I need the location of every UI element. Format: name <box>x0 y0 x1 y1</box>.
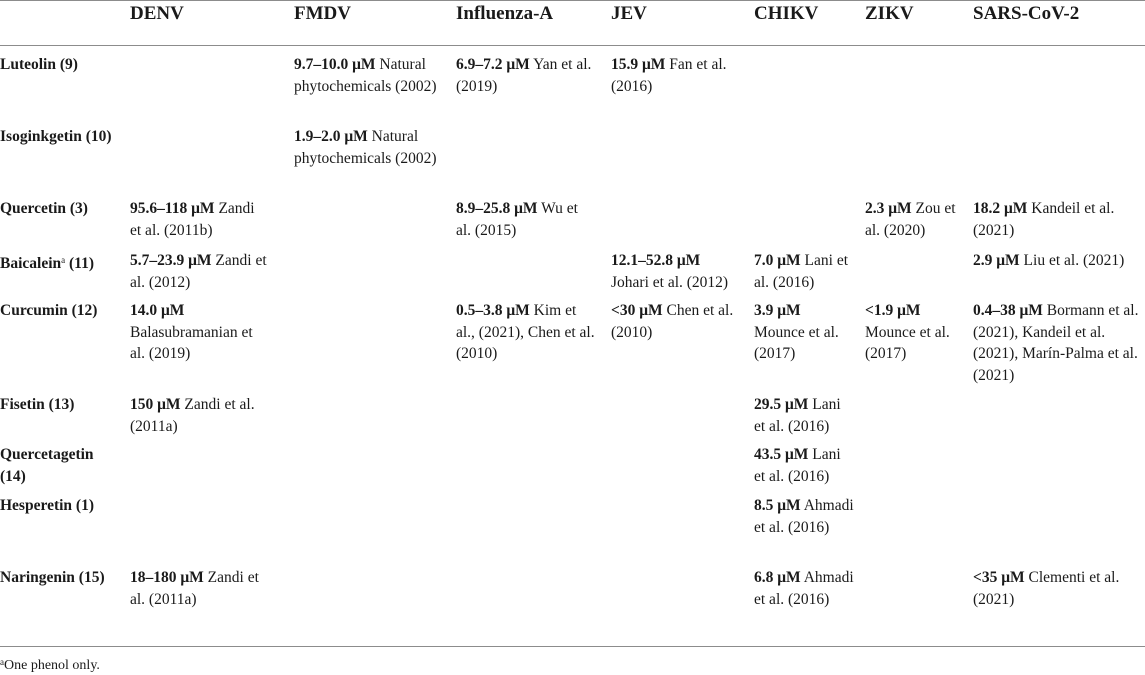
table-cell <box>611 300 741 343</box>
column-header-sars-cov-2: SARS-CoV-2 <box>973 3 1080 24</box>
row-label-text: Quercetagetin (14) <box>0 446 94 485</box>
table-cell <box>611 54 741 97</box>
reference: Kim et al., (2021), Chen et al. (2010) <box>456 302 595 362</box>
table-cell <box>754 567 854 610</box>
table-cell <box>130 300 268 365</box>
reference: Clementi et al. (2021) <box>973 569 1120 608</box>
table-cell <box>973 300 1141 386</box>
table-cell <box>456 300 596 365</box>
table-cell <box>294 126 440 169</box>
ic50-value: 18–180 μM <box>130 569 204 586</box>
ic50-value: 95.6–118 μM <box>130 200 215 217</box>
reference: Zandi et al. (2011a) <box>130 569 259 608</box>
table-footnote <box>0 653 100 675</box>
footnote-text: One phenol only. <box>4 658 100 673</box>
reference: Lani et al. (2016) <box>754 446 841 485</box>
reference: Bormann et al. (2021), Kandeil et al. (2021), Marín-Palma et al. (2021) <box>973 302 1139 384</box>
ic50-value: 18.2 μM <box>973 200 1028 217</box>
reference: Zandi et al. (2011a) <box>130 396 255 435</box>
reference: Balasubramanian et al. (2019) <box>130 323 253 362</box>
reference: Wu et al. (2015) <box>456 200 578 239</box>
row-label-suffix: (11) <box>65 255 94 272</box>
table-cell <box>973 198 1141 241</box>
table-cell <box>130 567 268 610</box>
row-label-text: Luteolin (9) <box>0 56 78 73</box>
table-cell <box>754 250 854 293</box>
column-header-jev: JEV <box>611 3 647 24</box>
ic50-value: 8.9–25.8 μM <box>456 200 538 217</box>
table-bottom-rule <box>0 646 1145 647</box>
reference: Lani et al. (2016) <box>754 396 841 435</box>
ic50-value: 0.5–3.8 μM <box>456 302 530 319</box>
row-label <box>0 300 118 322</box>
reference: Lani et al. (2016) <box>754 252 849 291</box>
column-header-chikv: CHIKV <box>754 3 819 24</box>
table-cell <box>130 394 268 437</box>
table-cell <box>294 54 440 97</box>
ic50-value: 8.5 μM <box>754 497 801 514</box>
column-header-influenza-a: Influenza-A <box>456 3 554 24</box>
row-label-text: Baicalein <box>0 255 62 272</box>
column-header-zikv: ZIKV <box>865 3 914 24</box>
ic50-value: 6.9–7.2 μM <box>456 56 530 73</box>
table-cell <box>456 54 596 97</box>
ic50-value: 29.5 μM <box>754 396 809 413</box>
ic50-value: <35 μM <box>973 569 1025 586</box>
reference: Fan et al. (2016) <box>611 56 727 95</box>
reference: Ahmadi et al. (2016) <box>754 497 854 536</box>
column-header-denv: DENV <box>130 3 184 24</box>
reference: Liu et al. (2021) <box>1023 252 1125 269</box>
ic50-value: 6.8 μM <box>754 569 801 586</box>
row-label-text: Fisetin (13) <box>0 396 75 413</box>
row-label <box>0 495 118 517</box>
ic50-value: 2.9 μM <box>973 252 1020 269</box>
ic50-value: 7.0 μM <box>754 252 801 269</box>
ic50-value: 3.9 μM <box>754 302 801 319</box>
table-cell <box>754 444 854 487</box>
row-label <box>0 567 118 589</box>
table-cell <box>973 250 1141 272</box>
ic50-value: <1.9 μM <box>865 302 921 319</box>
table-cell <box>865 198 961 241</box>
table-cell <box>754 300 854 365</box>
ic50-value: 2.3 μM <box>865 200 912 217</box>
ic50-value: 15.9 μM <box>611 56 666 73</box>
table-cell <box>456 198 596 241</box>
row-label <box>0 444 118 487</box>
table-cell <box>754 394 854 437</box>
table-cell <box>865 300 961 365</box>
ic50-value: 12.1–52.8 μM <box>611 252 701 269</box>
table-header-rule <box>0 45 1145 46</box>
row-label-text: Hesperetin (1) <box>0 497 94 514</box>
ic50-value: 43.5 μM <box>754 446 809 463</box>
reference: Mounce et al. (2017) <box>754 323 839 362</box>
table-cell <box>973 567 1141 610</box>
row-label <box>0 54 118 76</box>
ic50-value: 14.0 μM <box>130 302 185 319</box>
reference: Zandi et al. (2011b) <box>130 200 255 239</box>
reference: Johari et al. (2012) <box>611 273 729 291</box>
table-cell <box>611 250 741 293</box>
table-cell <box>130 198 268 241</box>
row-label <box>0 198 118 220</box>
table-cell <box>754 495 854 538</box>
table-cell <box>130 250 268 293</box>
reference: Chen et al. (2010) <box>611 302 734 341</box>
reference: Zandi et al. (2012) <box>130 252 267 291</box>
reference: Mounce et al. (2017) <box>865 323 950 362</box>
ic50-value: 1.9–2.0 μM <box>294 128 368 145</box>
row-label-text: Naringenin (15) <box>0 569 105 586</box>
footnote-mark: a <box>0 657 4 667</box>
ic50-value: 5.7–23.9 μM <box>130 252 212 269</box>
reference: Yan et al. (2019) <box>456 56 592 95</box>
row-label <box>0 394 118 416</box>
row-label <box>0 250 118 275</box>
reference: Natural phytochemicals (2002) <box>294 128 437 167</box>
ic50-value: 0.4–38 μM <box>973 302 1043 319</box>
ic50-value: <30 μM <box>611 302 663 319</box>
reference: Natural phytochemicals (2002) <box>294 56 437 95</box>
row-label-footnote-mark: a <box>61 255 66 265</box>
reference: Kandeil et al. (2021) <box>973 200 1115 239</box>
row-label-text: Isoginkgetin (10) <box>0 128 112 145</box>
row-label <box>0 126 118 148</box>
row-label-text: Curcumin (12) <box>0 302 98 319</box>
ic50-value: 150 μM <box>130 396 181 413</box>
reference: Zou et al. (2020) <box>865 200 956 239</box>
column-header-fmdv: FMDV <box>294 3 351 24</box>
reference: Ahmadi et al. (2016) <box>754 569 854 608</box>
row-label-text: Quercetin (3) <box>0 200 88 217</box>
ic50-value: 9.7–10.0 μM <box>294 56 376 73</box>
